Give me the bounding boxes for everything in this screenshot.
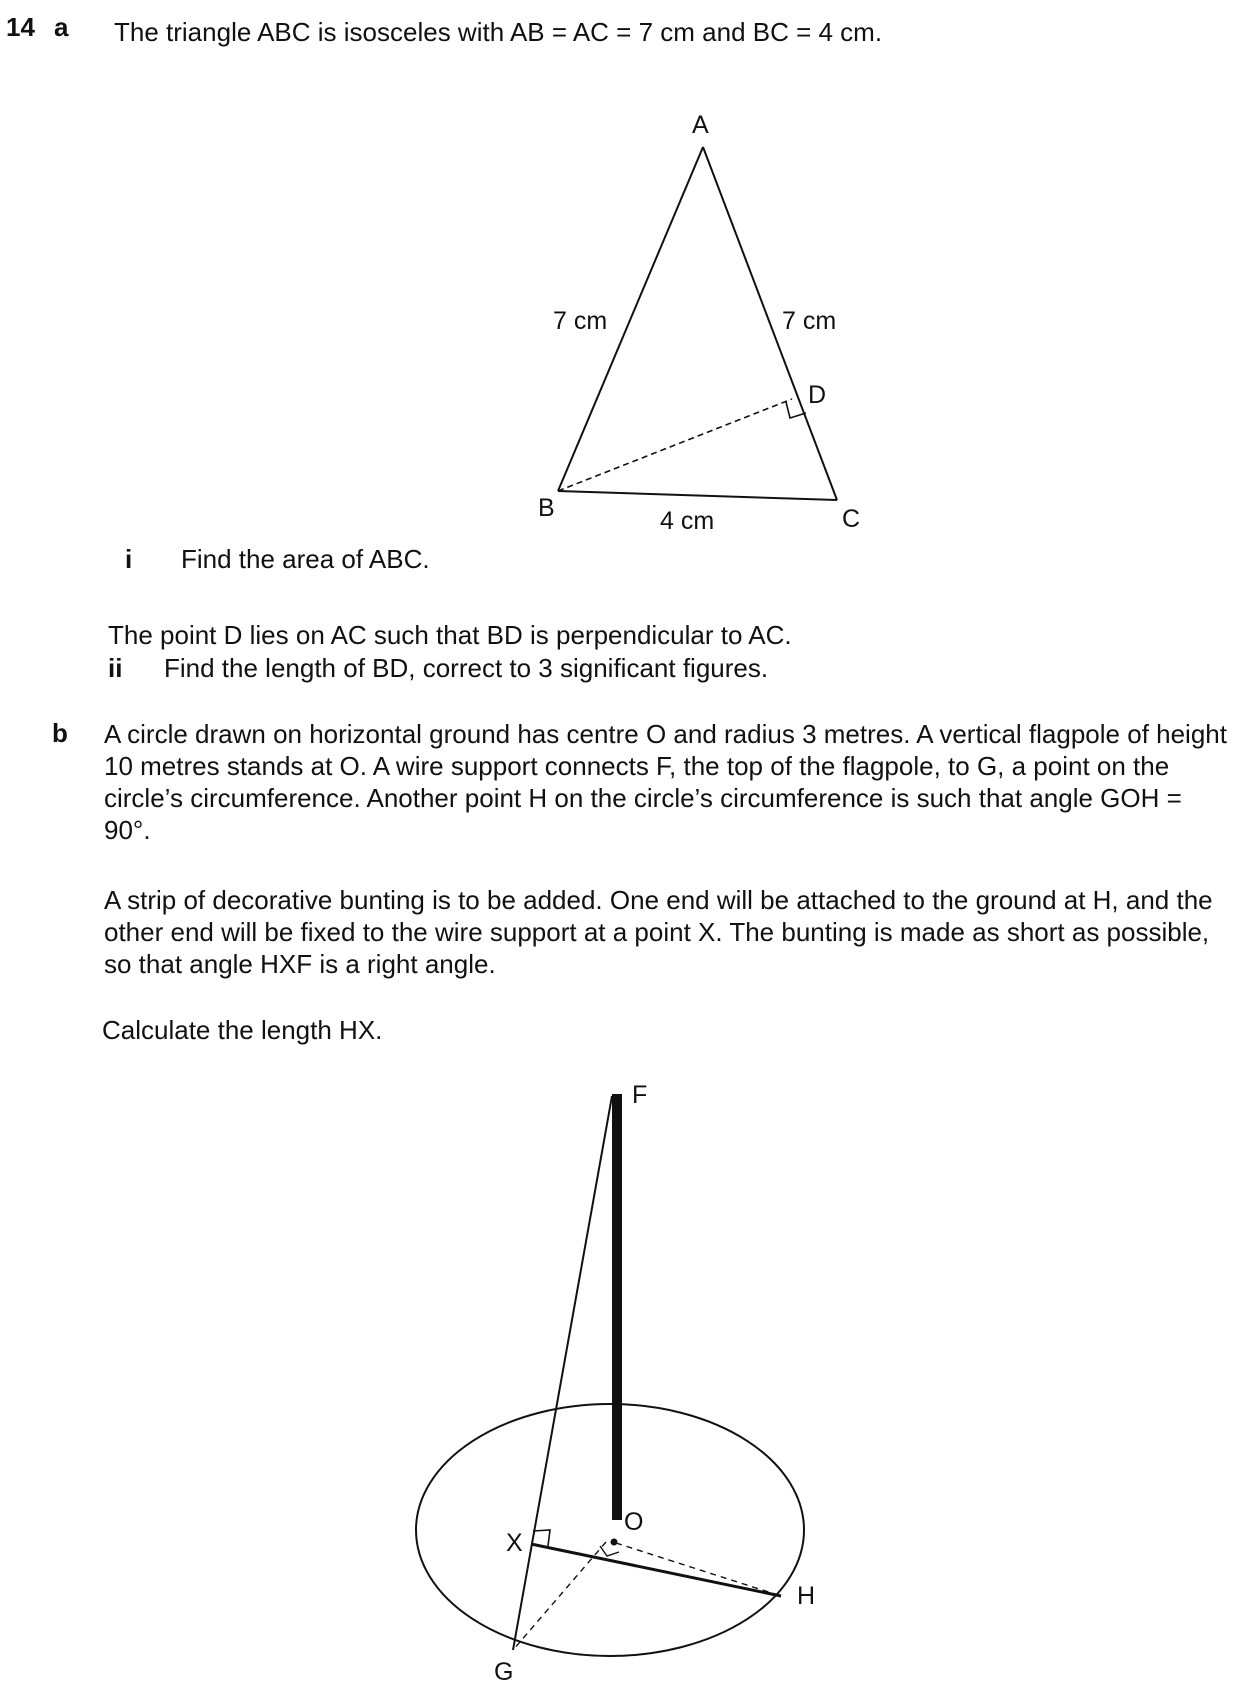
sub-i-text: Find the area of ABC. (181, 544, 430, 574)
flagpole (612, 1094, 622, 1520)
label-f: F (632, 1081, 648, 1109)
label-d: D (808, 381, 827, 409)
sub-ii-text: Find the length of BD, correct to 3 significant figures. (164, 653, 769, 683)
label-g: G (494, 1658, 514, 1686)
label-c: C (842, 505, 861, 533)
question-number: 14 (6, 12, 35, 42)
part-a-label: a (54, 12, 69, 42)
oh-dashed-line (616, 1543, 781, 1596)
ground-circle (416, 1404, 804, 1656)
point-o-dot (612, 1540, 617, 1545)
label-side-bc: 4 cm (660, 507, 715, 535)
label-side-ab: 7 cm (553, 307, 608, 335)
sub-ii-label: ii (108, 653, 123, 683)
point-d-text: The point D lies on AC such that BD is perpendicular to AC. (108, 620, 792, 650)
right-angle-mark-o (600, 1546, 619, 1556)
flagpole-diagram (416, 1094, 804, 1656)
bunting-hx (531, 1544, 781, 1596)
wire-support-fg (513, 1096, 612, 1650)
part-b-paragraph-2: A strip of decorative bunting is to be added. One end will be attached to the ground at H, and the other end will be fixed to the wire support at a point X. The bunting is made as short as possible, so that angle HXF is a right angle. (104, 885, 1213, 979)
part-b-label: b (52, 718, 68, 748)
side-bc-line (558, 491, 837, 500)
label-a: A (692, 111, 709, 139)
label-b: B (538, 494, 555, 522)
part-b-paragraph-1: A circle drawn on horizontal ground has centre O and radius 3 metres. A vertical flagpole of height 10 metres stands at O. A wire support connects F, the top of the flagpole, to G, a point on the circle’s circumference. Another point H on the circle’s circumference is such that angle GOH = 90°. (104, 719, 1227, 845)
part-a-intro: The triangle ABC is isosceles with AB = AC = 7 cm and BC = 4 cm. (114, 17, 883, 47)
part-b-task: Calculate the length HX. (102, 1015, 383, 1045)
bd-dashed-line (558, 399, 792, 491)
label-o: O (624, 1508, 644, 1536)
sub-i-label: i (125, 544, 133, 574)
label-side-ac: 7 cm (782, 307, 837, 335)
label-x: X (506, 1529, 523, 1557)
label-h: H (797, 1582, 816, 1610)
